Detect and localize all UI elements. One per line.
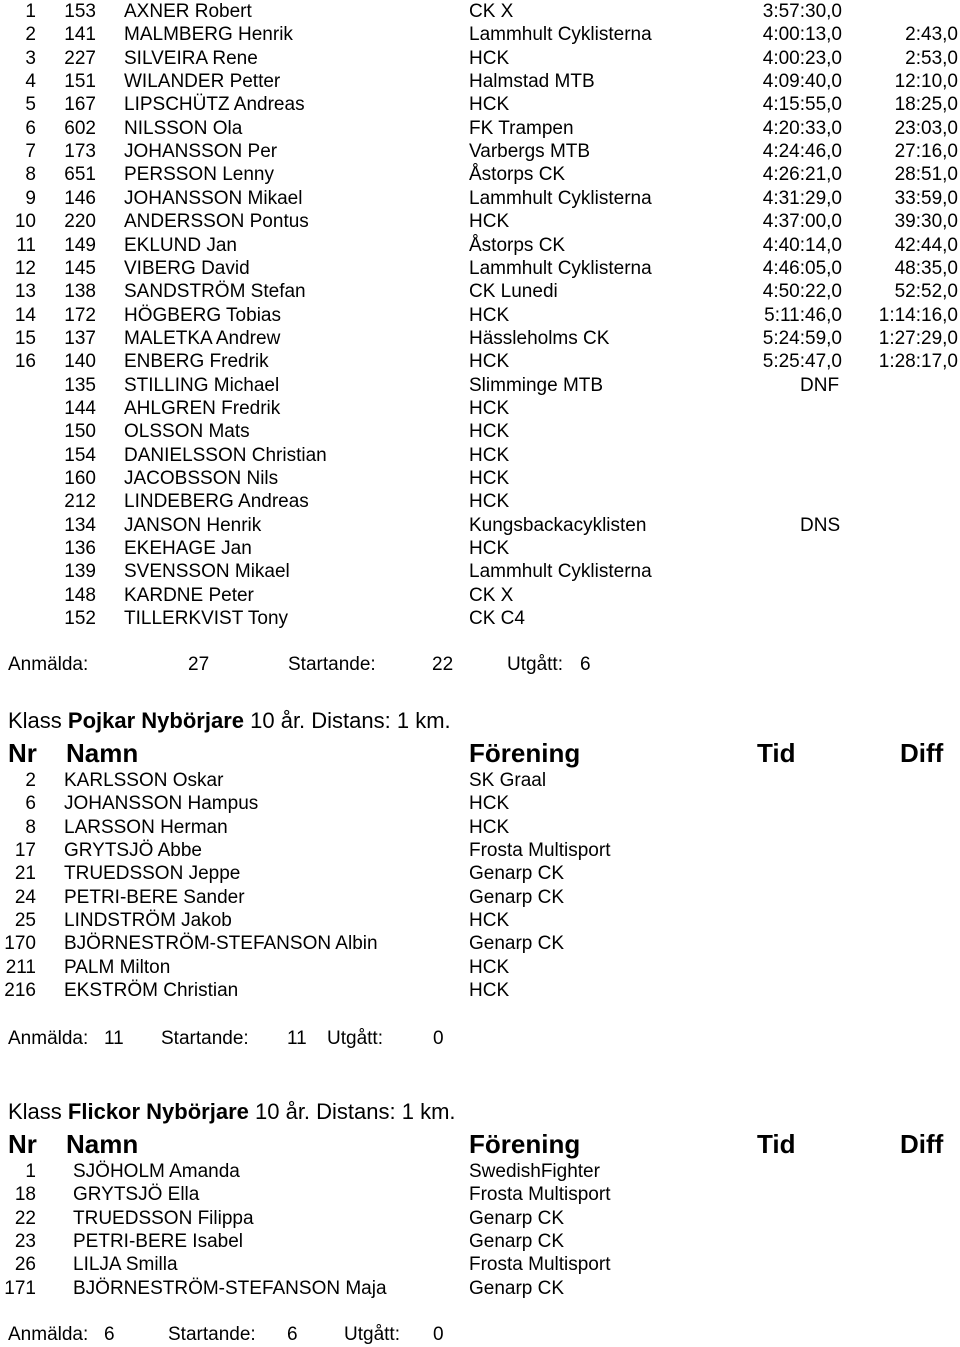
cell-diff: 12:10,0 <box>894 71 958 93</box>
cell-nr: 149 <box>64 234 96 256</box>
cell-time: 4:37:00,0 <box>762 211 842 233</box>
header-name: Namn <box>66 738 139 768</box>
table-row <box>0 862 960 885</box>
cell-diff: 48:35,0 <box>894 257 958 279</box>
cell-club: HCK <box>469 816 510 838</box>
cell-time: 4:50:22,0 <box>762 281 842 303</box>
cell-time: 4:26:21,0 <box>762 164 842 186</box>
cell-nr: 138 <box>64 281 96 303</box>
cell-nr: 170 <box>4 933 36 955</box>
class-name: Flickor Nybörjare <box>67 1099 249 1124</box>
cell-nr: 23 <box>14 1231 36 1253</box>
cell-club: Varbergs MTB <box>469 141 591 163</box>
cell-club: HCK <box>469 421 510 443</box>
class-title-prefix: Klass <box>8 708 62 733</box>
table-row <box>0 117 960 140</box>
cell-nr: 154 <box>64 444 96 466</box>
cell-place: 13 <box>14 281 36 303</box>
registered-count: 6 <box>104 1324 115 1345</box>
cell-club: HCK <box>469 304 510 326</box>
cell-nr: 137 <box>64 327 96 349</box>
header-club: Förening <box>469 1129 581 1159</box>
dnf-label: Utgått: <box>344 1324 400 1345</box>
cell-name: MALMBERG Henrik <box>124 24 293 46</box>
registered-count: 11 <box>104 1028 124 1049</box>
table-row <box>0 1277 960 1300</box>
summary-section3 <box>0 1323 700 1347</box>
cell-name: WILANDER Petter <box>124 71 281 93</box>
cell-club: HCK <box>469 468 510 489</box>
header-club: Förening <box>469 738 581 768</box>
registered-label: Anmälda: <box>8 1028 89 1049</box>
header-name: Namn <box>66 1129 139 1159</box>
cell-nr: 136 <box>64 538 96 560</box>
cell-name: DANIELSSON Christian <box>124 444 327 466</box>
cell-nr: 651 <box>64 164 96 186</box>
cell-nr: 6 <box>25 793 36 815</box>
table-row <box>0 444 960 467</box>
table-row <box>0 490 960 513</box>
cell-diff: 1:28:17,0 <box>878 351 958 373</box>
table-row <box>0 0 960 23</box>
cell-nr: 150 <box>64 421 96 443</box>
starters-count: 22 <box>432 654 454 675</box>
cell-place: 6 <box>25 117 36 139</box>
cell-place: 11 <box>16 234 36 256</box>
cell-place: 14 <box>14 304 36 326</box>
cell-diff: 52:52,0 <box>894 281 958 303</box>
registered-label: Anmälda: <box>8 654 89 675</box>
cell-diff: 42:44,0 <box>894 234 958 256</box>
cell-place: 1 <box>25 1 36 22</box>
cell-nr: 145 <box>64 257 96 279</box>
header-nr: Nr <box>8 738 37 768</box>
cell-club: Lammhult Cyklisterna <box>469 561 652 583</box>
cell-nr: 227 <box>64 47 96 69</box>
cell-diff: 23:03,0 <box>894 117 958 139</box>
cell-club: Halmstad MTB <box>469 71 595 93</box>
table-row <box>0 792 960 815</box>
cell-name: KARDNE Peter <box>124 584 254 606</box>
summary-section2 <box>0 1027 700 1051</box>
cell-nr: 1 <box>25 1161 36 1182</box>
cell-status: DNF <box>800 374 840 396</box>
cell-name: TRUEDSSON Jeppe <box>64 863 241 885</box>
cell-place: 9 <box>25 187 36 209</box>
cell-club: HCK <box>469 538 510 560</box>
cell-club: Frosta Multisport <box>469 1184 611 1206</box>
table-row <box>0 932 960 955</box>
cell-club: FK Trampen <box>469 117 574 139</box>
cell-name: PETRI-BERE Sander <box>64 886 245 908</box>
cell-club: HCK <box>469 397 510 419</box>
table-row <box>0 140 960 163</box>
table-row <box>0 584 960 607</box>
table-row <box>0 23 960 46</box>
cell-nr: 148 <box>64 584 96 606</box>
table-row <box>0 514 960 537</box>
table-row <box>0 1230 960 1253</box>
cell-name: JOHANSSON Mikael <box>124 187 303 209</box>
registered-label: Anmälda: <box>8 1324 89 1345</box>
cell-nr: 220 <box>64 211 96 233</box>
table-row <box>0 979 960 1002</box>
cell-club: Kungsbackacyklisten <box>469 514 647 536</box>
cell-name: EKEHAGE Jan <box>124 538 252 560</box>
cell-nr: 25 <box>14 910 36 932</box>
cell-time: 4:46:05,0 <box>762 257 842 279</box>
cell-place: 16 <box>14 351 36 373</box>
cell-nr: 167 <box>64 94 96 116</box>
cell-name: JANSON Henrik <box>124 514 262 536</box>
table-row <box>0 956 960 979</box>
cell-diff: 2:53,0 <box>905 47 958 69</box>
table-row <box>0 1207 960 1230</box>
cell-nr: 153 <box>64 1 96 22</box>
cell-diff: 33:59,0 <box>894 187 958 209</box>
cell-name: NILSSON Ola <box>124 117 243 139</box>
cell-nr: 211 <box>5 956 36 978</box>
cell-name: EKLUND Jan <box>124 234 237 256</box>
starters-label: Startande: <box>288 654 376 675</box>
cell-name: PETRI-BERE Isabel <box>73 1231 243 1253</box>
table-row <box>0 769 960 792</box>
class-name: Pojkar Nybörjare <box>67 708 244 733</box>
cell-time: 4:09:40,0 <box>762 71 842 93</box>
cell-diff: 39:30,0 <box>894 211 958 233</box>
cell-name: LILJA Smilla <box>73 1254 178 1276</box>
cell-time: 4:20:33,0 <box>762 117 842 139</box>
header-diff: Diff <box>900 738 944 768</box>
cell-nr: 24 <box>14 886 36 908</box>
registered-count: 27 <box>188 654 210 675</box>
cell-club: Genarp CK <box>469 933 565 955</box>
dnf-count: 0 <box>433 1324 444 1345</box>
header-diff: Diff <box>900 1129 944 1159</box>
table-row <box>0 163 960 186</box>
cell-nr: 140 <box>64 351 96 373</box>
cell-nr: 2 <box>25 770 36 791</box>
table-row <box>0 210 960 233</box>
cell-nr: 22 <box>14 1207 36 1229</box>
column-headers-flickor <box>0 1128 960 1160</box>
cell-nr: 212 <box>64 491 96 513</box>
cell-name: LINDSTRÖM Jakob <box>64 910 232 932</box>
cell-diff: 18:25,0 <box>894 94 958 116</box>
cell-club: Lammhult Cyklisterna <box>469 24 652 46</box>
table-row <box>0 280 960 303</box>
cell-time: 4:00:23,0 <box>762 47 842 69</box>
cell-club: CK Lunedi <box>469 281 558 303</box>
table-row <box>0 886 960 909</box>
cell-diff: 27:16,0 <box>894 141 958 163</box>
cell-name: EKSTRÖM Christian <box>64 980 239 1002</box>
cell-nr: 139 <box>64 561 96 583</box>
cell-nr: 151 <box>64 71 96 93</box>
table-row <box>0 607 960 630</box>
cell-name: TRUEDSSON Filippa <box>73 1207 254 1229</box>
cell-name: JOHANSSON Per <box>124 141 278 163</box>
cell-club: Lammhult Cyklisterna <box>469 257 652 279</box>
cell-diff: 1:14:16,0 <box>878 304 958 326</box>
cell-place: 15 <box>14 327 36 349</box>
table-row <box>0 467 960 490</box>
starters-label: Startande: <box>168 1324 256 1345</box>
header-time: Tid <box>757 1129 796 1159</box>
cell-name: SJÖHOLM Amanda <box>73 1161 240 1182</box>
cell-name: GRYTSJÖ Abbe <box>64 840 202 862</box>
cell-time: 4:15:55,0 <box>762 94 842 116</box>
cell-club: HCK <box>469 491 510 513</box>
cell-club: HCK <box>469 980 510 1002</box>
class-title-suffix: 10 år. Distans: 1 km. <box>250 708 451 733</box>
cell-nr: 160 <box>64 468 96 489</box>
table-row <box>0 537 960 560</box>
cell-time: 4:31:29,0 <box>762 187 842 209</box>
cell-name: SVENSSON Mikael <box>124 561 290 583</box>
cell-time: 5:24:59,0 <box>762 327 842 349</box>
cell-nr: 146 <box>64 187 96 209</box>
cell-name: SILVEIRA Rene <box>124 47 258 69</box>
cell-name: MALETKA Andrew <box>124 327 281 349</box>
cell-club: Genarp CK <box>469 1277 565 1299</box>
table-row <box>0 304 960 327</box>
cell-club: Åstorps CK <box>469 234 566 256</box>
cell-name: PERSSON Lenny <box>124 164 274 186</box>
header-nr: Nr <box>8 1129 37 1159</box>
cell-nr: 172 <box>64 304 96 326</box>
cell-club: CK X <box>469 584 514 606</box>
cell-place: 8 <box>25 164 36 186</box>
cell-nr: 26 <box>14 1254 36 1276</box>
cell-name: OLSSON Mats <box>124 421 250 443</box>
dnf-count: 6 <box>580 654 591 675</box>
cell-nr: 173 <box>64 141 96 163</box>
table-row <box>0 1253 960 1276</box>
cell-name: AHLGREN Fredrik <box>124 397 281 419</box>
cell-nr: 171 <box>4 1277 36 1299</box>
cell-place: 3 <box>25 47 36 69</box>
table-row <box>0 816 960 839</box>
cell-name: JACOBSSON Nils <box>124 468 279 489</box>
table-row <box>0 1183 960 1206</box>
cell-name: VIBERG David <box>124 257 250 279</box>
dnf-label: Utgått: <box>507 654 563 675</box>
table-row <box>0 187 960 210</box>
dnf-label: Utgått: <box>327 1028 383 1049</box>
cell-name: LINDEBERG Andreas <box>124 491 309 513</box>
dnf-count: 0 <box>433 1028 444 1049</box>
table-row <box>0 560 960 583</box>
cell-diff: 2:43,0 <box>905 24 958 46</box>
cell-club: HCK <box>469 793 510 815</box>
cell-nr: 144 <box>64 397 96 419</box>
cell-club: CK X <box>469 1 514 22</box>
cell-club: Genarp CK <box>469 886 565 908</box>
cell-name: PALM Milton <box>64 956 171 978</box>
cell-club: Genarp CK <box>469 1231 565 1253</box>
table-row <box>0 70 960 93</box>
cell-nr: 8 <box>25 816 36 838</box>
table-row <box>0 257 960 280</box>
cell-name: JOHANSSON Hampus <box>64 793 259 815</box>
cell-club: SK Graal <box>469 770 547 791</box>
table-row <box>0 327 960 350</box>
class-title-flickor <box>8 1098 456 1126</box>
cell-name: LARSSON Herman <box>64 816 228 838</box>
cell-club: HCK <box>469 211 510 233</box>
starters-label: Startande: <box>161 1028 249 1049</box>
cell-club: CK C4 <box>469 608 525 630</box>
cell-name: HÖGBERG Tobias <box>124 304 281 326</box>
cell-name: ANDERSSON Pontus <box>124 211 309 233</box>
cell-nr: 18 <box>14 1184 36 1206</box>
cell-place: 10 <box>14 211 36 233</box>
cell-place: 5 <box>25 94 36 116</box>
cell-club: Genarp CK <box>469 1207 565 1229</box>
cell-diff: 28:51,0 <box>894 164 958 186</box>
cell-name: LIPSCHÜTZ Andreas <box>124 94 305 116</box>
cell-nr: 141 <box>64 24 96 46</box>
cell-club: Frosta Multisport <box>469 1254 611 1276</box>
class-title-pojkar <box>8 707 451 735</box>
cell-name: STILLING Michael <box>124 374 280 396</box>
cell-time: 4:24:46,0 <box>762 141 842 163</box>
cell-club: Slimminge MTB <box>469 374 604 396</box>
cell-name: BJÖRNESTRÖM-STEFANSON Maja <box>73 1277 387 1299</box>
class-title-prefix: Klass <box>8 1099 62 1124</box>
cell-place: 2 <box>25 24 36 46</box>
cell-time: 4:00:13,0 <box>762 24 842 46</box>
cell-club: HCK <box>469 94 510 116</box>
cell-club: SwedishFighter <box>469 1161 600 1182</box>
table-row <box>0 420 960 443</box>
cell-time: 5:25:47,0 <box>762 351 842 373</box>
cell-club: HCK <box>469 47 510 69</box>
cell-club: Genarp CK <box>469 863 565 885</box>
cell-club: Frosta Multisport <box>469 840 611 862</box>
cell-club: HCK <box>469 351 510 373</box>
column-headers-pojkar <box>0 737 960 769</box>
header-time: Tid <box>757 738 796 768</box>
cell-nr: 135 <box>64 374 96 396</box>
cell-nr: 134 <box>64 514 96 536</box>
cell-name: BJÖRNESTRÖM-STEFANSON Albin <box>64 933 378 955</box>
cell-nr: 17 <box>14 840 36 862</box>
cell-place: 4 <box>25 71 36 93</box>
cell-club: Hässleholms CK <box>469 327 610 349</box>
class-title-suffix: 10 år. Distans: 1 km. <box>255 1099 456 1124</box>
table-row <box>0 350 960 373</box>
summary-section1 <box>0 653 700 677</box>
table-row <box>0 47 960 70</box>
table-row <box>0 1160 960 1183</box>
cell-diff: 1:27:29,0 <box>878 327 958 349</box>
table-row <box>0 374 960 397</box>
cell-nr: 152 <box>64 608 96 630</box>
cell-club: HCK <box>469 910 510 932</box>
table-row <box>0 234 960 257</box>
cell-place: 12 <box>14 257 36 279</box>
cell-name: TILLERKVIST Tony <box>124 608 289 630</box>
cell-name: GRYTSJÖ Ella <box>73 1184 200 1206</box>
cell-time: 5:11:46,0 <box>764 304 842 326</box>
table-row <box>0 839 960 862</box>
cell-name: SANDSTRÖM Stefan <box>124 281 306 303</box>
cell-place: 7 <box>25 141 36 163</box>
cell-club: HCK <box>469 444 510 466</box>
cell-name: ENBERG Fredrik <box>124 351 269 373</box>
cell-time: 3:57:30,0 <box>762 1 842 22</box>
cell-time: 4:40:14,0 <box>762 234 842 256</box>
cell-name: AXNER Robert <box>124 1 252 22</box>
cell-club: Åstorps CK <box>469 164 566 186</box>
cell-club: Lammhult Cyklisterna <box>469 187 652 209</box>
cell-name: KARLSSON Oskar <box>64 770 224 791</box>
cell-nr: 602 <box>64 117 96 139</box>
cell-nr: 216 <box>4 980 36 1002</box>
starters-count: 11 <box>287 1028 307 1049</box>
starters-count: 6 <box>287 1324 298 1345</box>
cell-nr: 21 <box>14 863 36 885</box>
table-row <box>0 397 960 420</box>
table-row <box>0 93 960 116</box>
cell-status: DNS <box>800 514 841 536</box>
table-row <box>0 909 960 932</box>
cell-club: HCK <box>469 956 510 978</box>
